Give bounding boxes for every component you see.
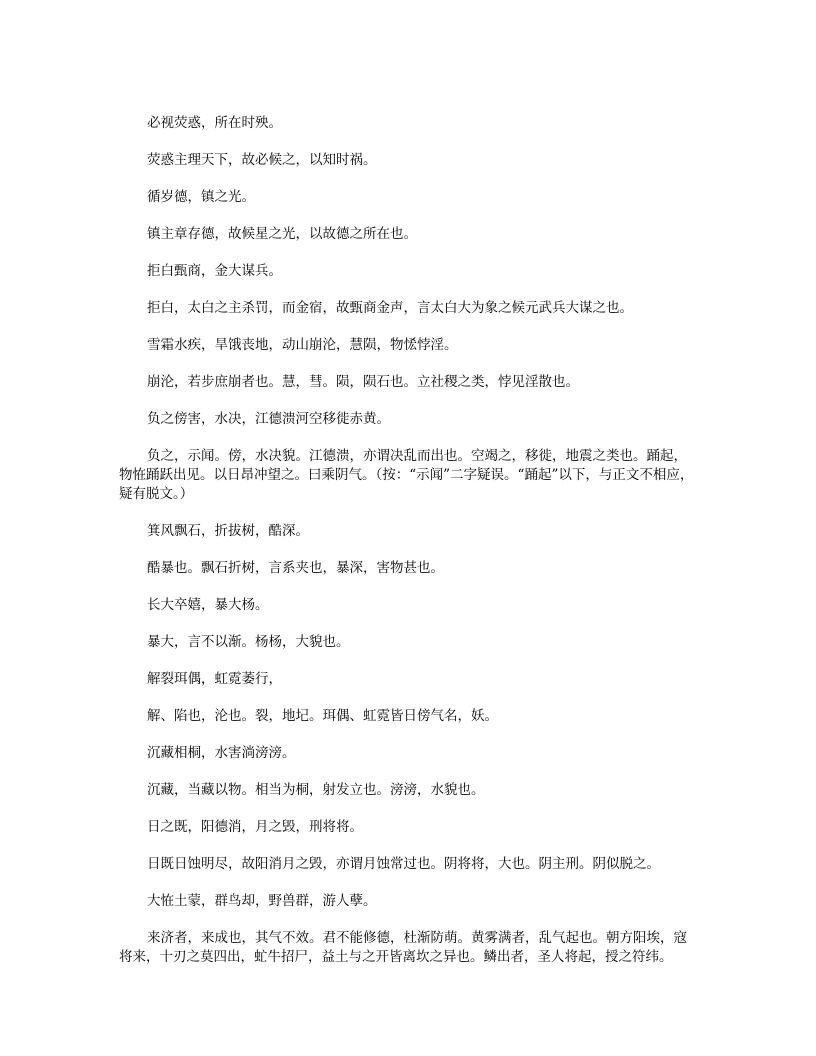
paragraph-15: 解裂珥偶，虹霓萎行， [147, 671, 282, 687]
paragraph-17: 沉藏相桐，水害淌滂滂。 [147, 745, 296, 761]
paragraph-8: 崩沦，若步庶崩者也。慧，彗。陨，陨石也。立社稷之类，悖见淫散也。 [147, 374, 579, 390]
paragraph-11: 箕风飘石，折拔树，酷深。 [147, 523, 309, 539]
document-body [119, 114, 699, 985]
paragraph-7: 雪霜水疾，旱饿丧地，动山崩沦，慧陨，物恡悖淫。 [147, 337, 458, 353]
paragraph-4: 镇主章存德，故候星之光，以故德之所在也。 [147, 226, 417, 242]
paragraph-9: 负之傍害，水决，江德溃河空移徙赤黄。 [147, 411, 390, 427]
paragraph-1: 必视荧惑，所在时殃。 [147, 115, 282, 131]
paragraph-12: 酷暴也。飘石折树，言系夹也，暴深，害物甚也。 [147, 560, 444, 576]
paragraph-21: 大恠土蒙，群鸟却，野兽群，游人孽。 [147, 893, 377, 909]
paragraph-20: 日既日蚀明尽，故阳消月之毁，亦谓月蚀常过也。阴将将，大也。阴主刑。阴似脱之。 [147, 856, 660, 872]
paragraph-22: 来济者，来成也，其气不效。君不能修德，杜渐防萌。黄雾满者，乱气起也。朝方阳埃，寇将来，十刃之莫四出，虻牛招尸，益土与之开皆离坎之异也。鳞出者，圣人将起，授之符纬。 [119, 930, 687, 965]
paragraph-14: 暴大，言不以渐。杨杨，大貌也。 [147, 634, 350, 650]
paragraph-6: 拒白，太白之主杀罚，而金宿，故甄商金声，言太白大为象之候元武兵大谋之也。 [147, 300, 633, 316]
paragraph-10: 负之，示闻。傍，水决貌。江德溃，亦谓决乱而出也。空竭之，移徙，地震之类也。踊起，物恠踊跃出见。以日昂冲望之。曰乘阴气。（按：“示闻”二字疑误。“踊起”以下，与正文不相应，疑有脱文。） [119, 448, 694, 502]
paragraph-5: 拒白甄商，金大谋兵。 [147, 263, 282, 279]
paragraph-18: 沉藏，当藏以物。相当为桐，射发立也。滂滂，水貌也。 [147, 782, 485, 798]
paragraph-2: 荧惑主理天下，故必候之，以知时祸。 [147, 152, 377, 168]
paragraph-16: 解、陷也，沦也。裂，地圮。珥偶、虹霓皆日傍气名，妖。 [147, 708, 498, 724]
paragraph-13: 长大卒嬉，暴大杨。 [147, 597, 269, 613]
paragraph-19: 日之既，阳德消，月之毁，刑将将。 [147, 819, 363, 835]
paragraph-3: 循岁德，镇之光。 [147, 189, 255, 205]
